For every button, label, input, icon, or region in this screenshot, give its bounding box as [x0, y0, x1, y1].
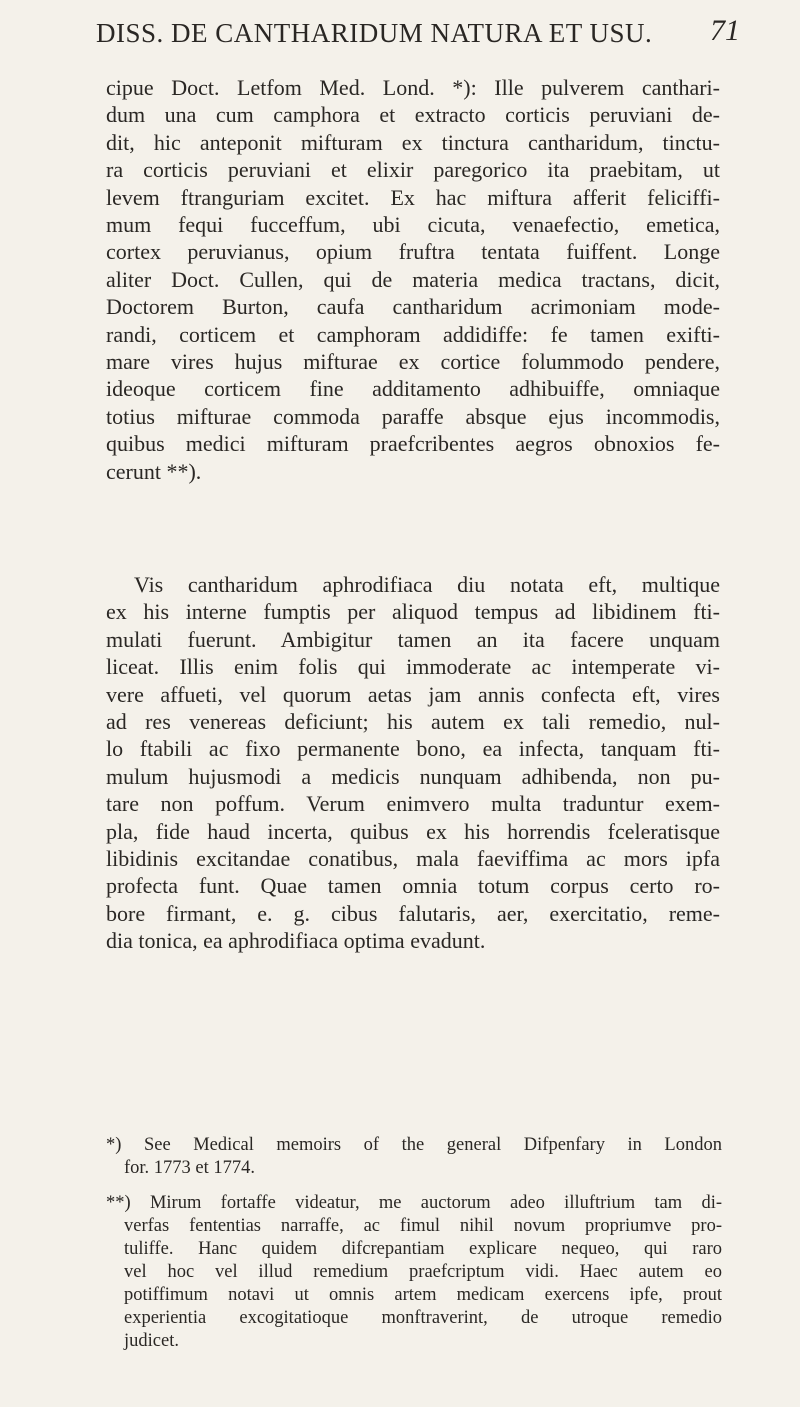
text-line: quibus medici mifturam praefcribentes aegros obnoxios fe-	[106, 431, 720, 457]
text-line: dum una cum camphora et extracto corticis peruviani de-	[106, 102, 720, 128]
running-title: DISS. DE CANTHARIDUM NATURA ET USU.	[96, 18, 653, 48]
text-line: mulum hujusmodi a medicis nunquam adhibenda, non pu-	[106, 763, 720, 789]
text-line: libidinis excitandae conatibus, mala faeviffima ac mors ipfa	[106, 846, 720, 872]
text-line: ex his interne fumptis per aliquod tempus ad libidinem fti-	[106, 599, 720, 625]
text-line: cipue Doct. Letfom Med. Lond. *): Ille pulverem canthari-	[106, 75, 720, 100]
text-line: mum fequi fucceffum, ubi cicuta, venaefectio, emetica,	[106, 212, 720, 238]
text-line: totius mifturae commoda paraffe absque ejus incommodis,	[106, 403, 720, 429]
text-line: dit, hic anteponit mifturam ex tinctura cantharidum, tinctu-	[106, 129, 720, 155]
page-number: 71	[710, 14, 740, 47]
footnotes	[106, 1134, 722, 1353]
text-line: Vis cantharidum aphrodifiaca diu notata eft, multique	[134, 572, 720, 597]
footnote-line: vel hoc vel illud remedium praefcriptum vidi. Haec autem eo	[124, 1262, 722, 1282]
footnote-line: experientia excogitatioque monftraverint, de utroque remedio	[124, 1308, 722, 1328]
paragraph-1	[106, 74, 720, 485]
text-line: mulati fuerunt. Ambigitur tamen an ita facere unquam	[106, 626, 720, 652]
text-line: pla, fide haud incerta, quibus ex his horrendis fceleratisque	[106, 818, 720, 844]
text-line: mare vires hujus mifturae ex cortice folummodo pendere,	[106, 349, 720, 375]
text-line: lo ftabili ac fixo permanente bono, ea infecta, tanquam fti-	[106, 736, 720, 762]
text-line: aliter Doct. Cullen, qui de materia medica tractans, dicit,	[106, 266, 720, 292]
text-line: vere affueti, vel quorum aetas jam annis confecta eft, vires	[106, 681, 720, 707]
text-line: bore firmant, e. g. cibus falutaris, aer, exercitatio, reme-	[106, 900, 720, 926]
footnote-1	[106, 1134, 722, 1180]
text-line: liceat. Illis enim folis qui immoderate ac intemperate vi-	[106, 654, 720, 680]
text-line: Doctorem Burton, caufa cantharidum acrimoniam mode-	[106, 294, 720, 320]
text-line: cortex peruvianus, opium fruftra tentata fuiffent. Longe	[106, 239, 720, 265]
text-line: levem ftranguriam excitet. Ex hac miftura afferit feliciffi-	[106, 184, 720, 210]
footnote-line: potiffimum notavi ut omnis artem medicam exercens ipfe, prout	[124, 1285, 722, 1305]
text-line: ad res venereas deficiunt; his autem ex tali remedio, nul-	[106, 709, 720, 735]
footnote-line: judicet.	[124, 1331, 179, 1351]
running-head	[96, 14, 740, 54]
text-line: ideoque corticem fine additamento adhibuiffe, omniaque	[106, 376, 720, 402]
footnote-2	[106, 1192, 722, 1353]
text-line: profecta funt. Quae tamen omnia totum corpus certo ro-	[106, 873, 720, 899]
paragraph-2	[106, 571, 720, 955]
footnote-line: *) See Medical memoirs of the general Difpenfary in London	[106, 1135, 722, 1155]
footnote-line: **) Mirum fortaffe videatur, me auctorum adeo illuftrium tam di-	[106, 1193, 722, 1213]
footnote-line: tuliffe. Hanc quidem difcrepantiam explicare nequeo, qui raro	[124, 1239, 722, 1259]
text-line: dia tonica, ea aphrodifiaca optima evadunt.	[106, 928, 486, 954]
text-line: cerunt **).	[106, 458, 202, 484]
text-line: randi, corticem et camphoram addidiffe: fe tamen exifti-	[106, 321, 720, 347]
footnote-line: for. 1773 et 1774.	[124, 1158, 256, 1178]
text-line: tare non poffum. Verum enimvero multa traduntur exem-	[106, 791, 720, 817]
footnote-line: verfas fententias narraffe, ac fimul nihil novum propriumve pro-	[124, 1216, 722, 1236]
text-line: ra corticis peruviani et elixir paregorico ita praebitam, ut	[106, 157, 720, 183]
